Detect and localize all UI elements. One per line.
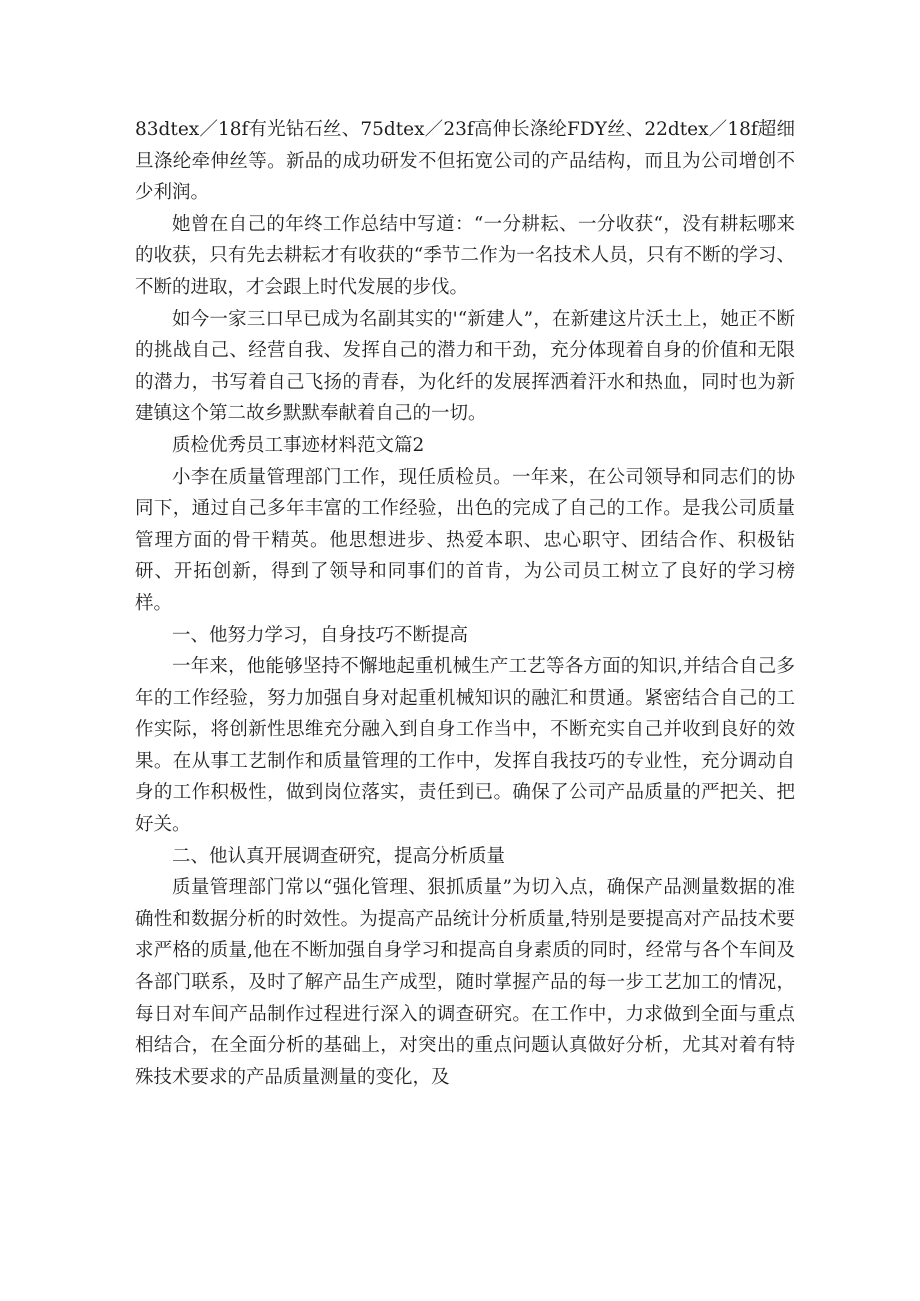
section-heading-investigation: 二、他认真开展调查研究，提高分析质量 <box>172 845 506 867</box>
paragraph-year-end-summary: 她曾在自己的年终工作总结中写道：“一分耕耘、一分收获“，没有耕耘哪来的收获，只有先去耕耘才有收获的“季节二作为一名技术人员，只有不断的学习、不断的进取，才会跟上时代发展的步伐。 <box>135 213 795 298</box>
paragraph-quality-inspector-intro: 小李在质量管理部门工作，现任质检员。一年来，在公司领导和同志们的协同下，通过自己多年丰富的工作经验，出色的完成了自己的工作。是我公司质量管理方面的骨干精英。他思想进步、热爱本职、忠心职守、团结合作、积极钻研、开拓创新，得到了领导和同事们的首肯，为公司员工树立了良好的学习榜样。 <box>135 466 795 614</box>
paragraph-new-residents: 如今一家三口早已成为名副其实的'“新建人”，在新建这片沃土上，她正不断的挑战自己、经营自我、发挥自己的潜力和干劲，充分体现着自身的价值和无限的潜力，书写着自己飞扬的青春，为化纤的发展挥洒着汗水和热血，同时也为新建镇这个第二故乡默默奉献着自己的一切。 <box>135 308 795 425</box>
paragraph-study-skills: 一年来，他能够坚持不懈地起重机械生产工艺等各方面的知识,并结合自己多年的工作经验，努力加强自身对起重机械知识的融汇和贯通。紧密结合自己的工作实际，将创新性思维充分融入到自身工作当中，不断充实自己并收到良好的效果。在从事工艺制作和质量管理的工作中，发挥自我技巧的专业性，充分调动自身的工作积极性，做到岗位落实，责任到已。确保了公司产品质量的严把关、把好关。 <box>135 656 795 836</box>
paragraph-product-development: 83dtex／18f有光钻石丝、75dtex／23f高伸长涤纶FDY丝、22dtex／18f超细旦涤纶牵伸丝等。新品的成功研发不但拓宽公司的产品结构，而且为公司增创不少利润。 <box>135 119 795 204</box>
paragraph-investigation-analysis: 质量管理部门常以“强化管理、狠抓质量”为切入点，确保产品测量数据的准确性和数据分析的时效性。为提高产品统计分析质量,特别是要提高对产品技术要求严格的质量,他在不断加强自身学习和提高自身素质的同时，经常与各个车间及各部门联系，及时了解产品生产成型，随时掌握产品的每一步工艺加工的情况，每日对车间产品制作过程进行深入的调查研究。在工作中，力求做到全面与重点相结合，在全面分析的基础上，对突出的重点问题认真做好分析，尤其对着有特殊技术要求的产品质量测量的变化，及 <box>135 877 795 1088</box>
section-heading-study: 一、他努力学习，自身技巧不断提高 <box>172 624 469 646</box>
document-body <box>135 114 795 1093</box>
section-title-article-2: 质检优秀员工事迹材料范文篇2 <box>172 434 425 456</box>
